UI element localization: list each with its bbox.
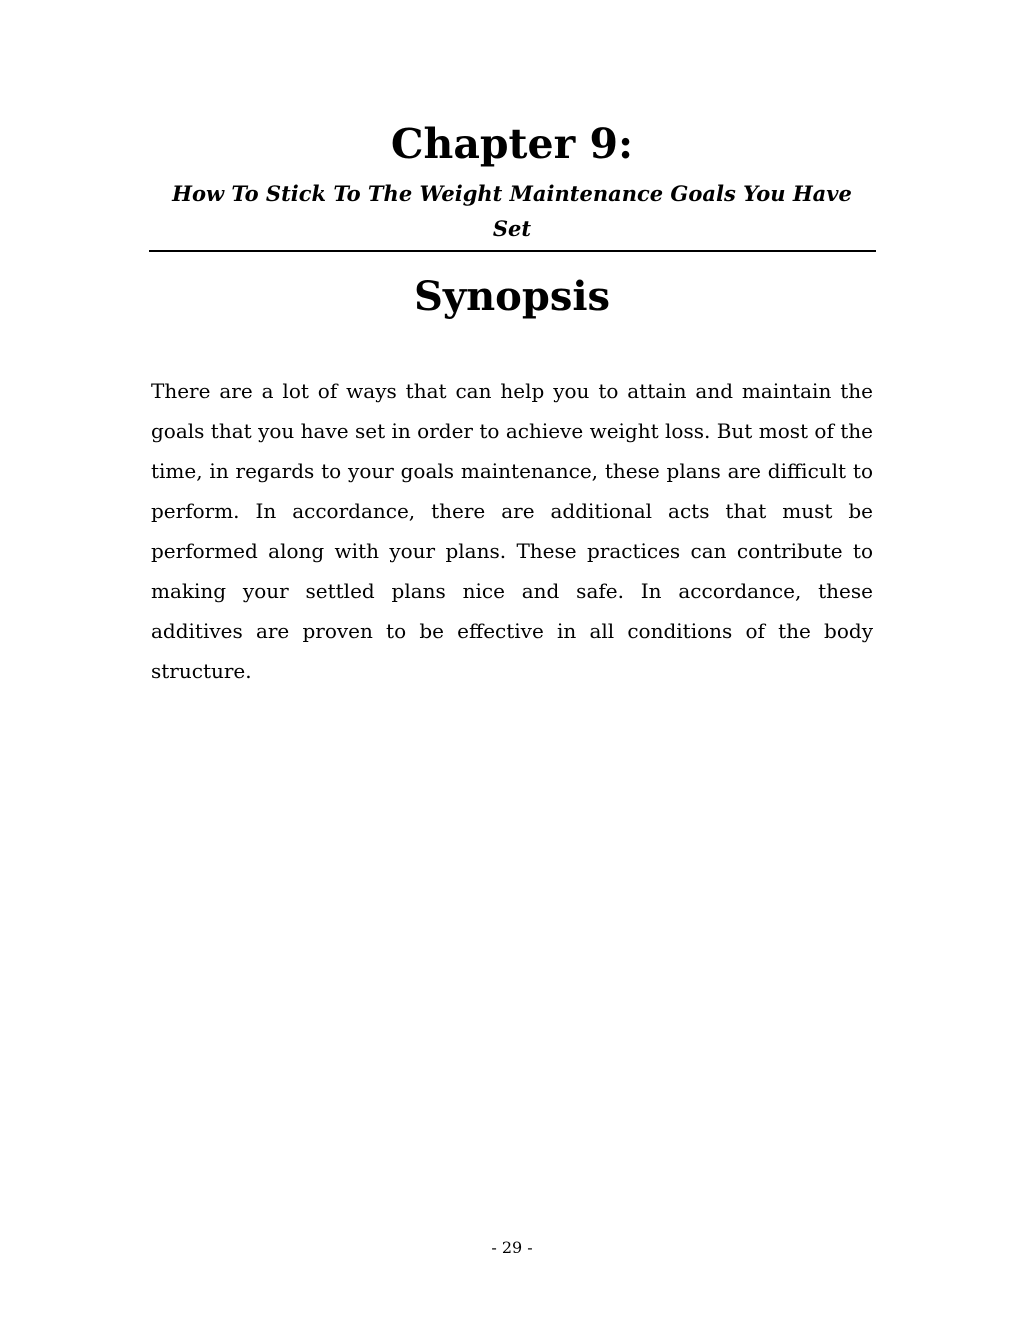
chapter-title: Chapter 9: (390, 120, 634, 168)
page-number: - 29 - (491, 1238, 533, 1257)
title-divider (149, 250, 876, 252)
section-heading: Synopsis (413, 273, 611, 320)
body-paragraph: There are a lot of ways that can help you to attain and maintain the goals that you have set in order to achieve weight loss. But most of the time, in regards to your goals maintenance, these plans are difficult to perform. In accordance, there are additional acts that must be performed along with your plans. These practices can contribute to making your settled plans nice and safe. In accordance, these additives are proven to be effective in all conditions of the body structure. (151, 379, 873, 683)
chapter-subtitle: How To Stick To The Weight Maintenance Goals You Have Set (172, 181, 852, 241)
